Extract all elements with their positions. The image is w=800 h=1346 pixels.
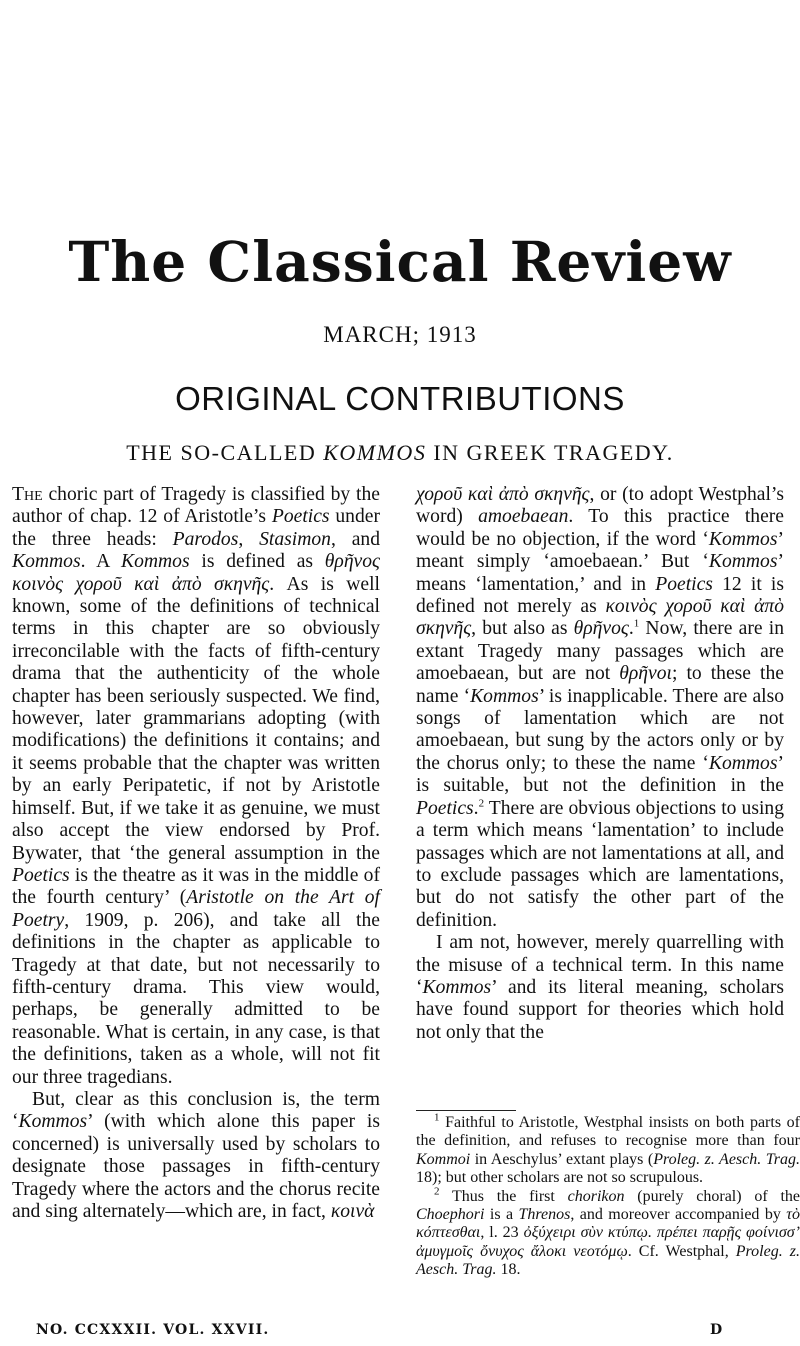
paragraph-2-cont: χοροῦ καὶ ἀπὸ σκηνῆς, or (to adopt Westphal’s word) amoebaean. To this practice there would be no objection, if the word ‘Kommos’ meant simply ‘amoebaean.’ But ‘Kommos’ means ‘lamentation,’ and in Poetics 12 it is defined not merely as κοινὸς χοροῦ καὶ ἀπὸ σκηνῆς, but also as θρῆνος.$^1$ Now, there are in extant Tragedy many passages which are amoebaean, but are not θρῆνοι; to these the name ‘Kommos’ is inapplicable. There are also songs of lamentation which are not amoebaean, but sung by the actors only or by the chorus only; to these the name ‘Kommos’ is suitable, but not the definition in the Poetics.$^2$ There are obvious objections to using a term which means ‘lamentation’ to include passages which are not lamentations at all, and to exclude passages which are lamentations, but do not satisfy the other part of the definition.	[416, 484, 785, 931]
right-column	[416, 484, 784, 1044]
issue-date: MARCH; 1913	[323, 322, 477, 347]
footnote-2: $^2$ Thus the first chorikon (purely choral) of the Choephori is a Threnos, and moreover accompanied by τὸ κόπτεσθαι, l. 23 ὀξύχειρι σὺν κτύπῳ. πρέπει παρῇς φοίνισσ’ ἀμυγμοῖς ὄνυχος ἄλοκι νεοτόμῳ. Cf. Westphal, Proleg. z. Aesch. Trag. 18.	[416, 1185, 800, 1279]
title-part-2: IN GREEK TRAGEDY.	[426, 440, 674, 465]
signature-letter: D	[710, 1322, 723, 1338]
paragraph-3: I am not, however, merely quarrelling with the misuse of a technical term. In this name ‘Kommos’ and its literal meaning, scholars have found support for theories which hold not only that the	[416, 932, 784, 1043]
paragraph-2: But, clear as this conclusion is, the term ‘Kommos’ (with which alone this paper is concerned) is universally used by scholars to designate those passages in fifth-century Tragedy where the actors and the chorus recite and sing alternately—which are, in fact, κοινὰ	[12, 1088, 380, 1222]
left-column	[12, 484, 380, 1223]
article-title	[0, 440, 800, 466]
journal-title: The Classical Review	[68, 229, 732, 294]
footnote-rule	[416, 1110, 516, 1111]
footnote-1: $^1$ Faithful to Aristotle, Westphal insists on both parts of the definition, and refuses to recognise more than four Kommoi in Aeschylus’ extant plays (Proleg. z. Aesch. Trag. 18); but other scholars are not so scrupulous.	[416, 1111, 800, 1187]
footnotes	[416, 1111, 800, 1280]
title-part-italic: KOMMOS	[323, 440, 427, 465]
title-part-1: THE SO-CALLED	[126, 440, 324, 465]
section-heading: ORIGINAL CONTRIBUTIONS	[175, 380, 625, 417]
signature-mark: NO. CCXXXII. VOL. XXVII.	[36, 1322, 270, 1338]
paragraph-1: The choric part of Tragedy is classified by the author of chap. 12 of Aristotle’s Poetics under the three heads: Parodos, Stasimon, and Kommos. A Kommos is defined as θρῆνος κοινὸς χοροῦ καὶ ἀπὸ σκηνῆς. As is well known, some of the definitions of technical terms in this chapter are so obviously irreconcilable with the facts of fifth-century drama that the authenticity of the whole chapter has been seriously suspected. We find, however, later grammarians adopting (with modifications) the definitions it contains; and it seems probable that the chapter was written by an early Peripatetic, if not by Aristotle himself. But, if we take it as genuine, we must also accept the view endorsed by Prof. Bywater, that ‘the general assumption in the Poetics is the theatre as it was in the middle of the fourth century’ (Aristotle on the Art of Poetry, 1909, p. 206), and take all the definitions in the chapter as applicable to Tragedy at that date, but not necessarily to fifth-century drama. This view would, perhaps, be generally admitted to be reasonable. What is certain, in any case, is that the definitions, taken as a whole, will not fit our three tragedians.	[12, 484, 380, 1088]
